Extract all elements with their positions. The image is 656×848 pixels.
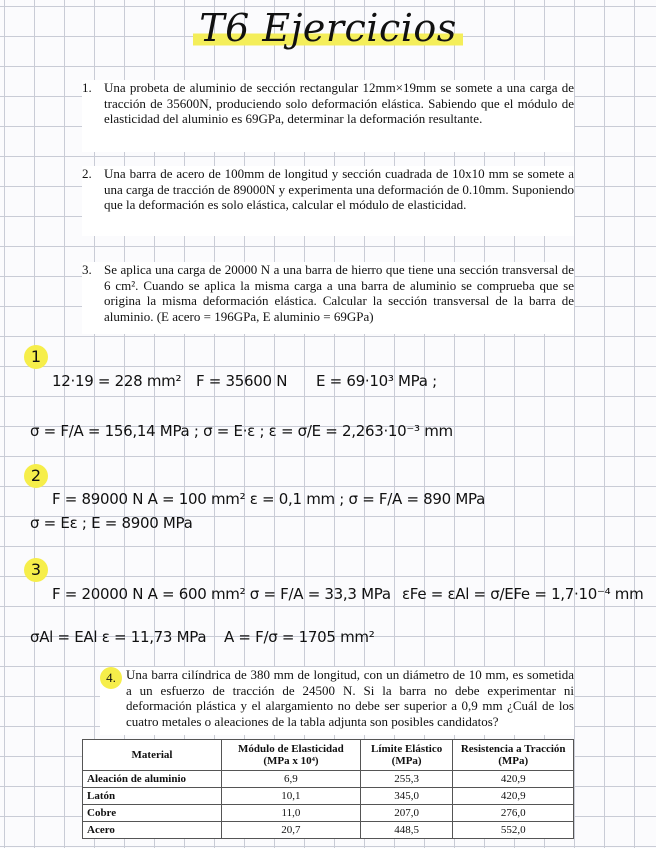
table-header-row [83,740,574,771]
cell-yield: 207,0 [360,805,453,822]
cell-modulus: 10,1 [222,788,361,805]
title-text: T6 Ejercicios [193,6,463,50]
solution-1-force: F = 35600 N [196,372,288,390]
cell-tensile: 420,9 [453,771,574,788]
cell-tensile: 552,0 [453,822,574,839]
problem-3 [82,262,574,334]
table-row [83,822,574,839]
solution-1-area: 12·19 = 228 mm² [52,372,182,390]
problem-4 [100,667,574,735]
solution-marker-1: 1 [24,345,48,369]
page-title [0,6,656,50]
cell-yield: 448,5 [360,822,453,839]
cell-modulus: 6,9 [222,771,361,788]
cell-material: Cobre [83,805,222,822]
cell-modulus: 11,0 [222,805,361,822]
table-row [83,771,574,788]
header-modulus: Módulo de Elasticidad (MPa x 10⁴) [222,740,361,771]
cell-material: Aleación de aluminio [83,771,222,788]
header-tensile: Resistencia a Tracción (MPa) [453,740,574,771]
header-yield: Límite Elástico (MPa) [360,740,453,771]
cell-yield: 255,3 [360,771,453,788]
problem-number: 1. [82,80,92,95]
solution-2-line-2: σ = Eε ; E = 8900 MPa [30,514,193,532]
problem-number: 3. [82,262,92,277]
solution-3-line-1: F = 20000 N A = 600 mm² σ = F/A = 33,3 MPa [52,585,391,603]
solution-1-stress: σ = F/A = 156,14 MPa ; σ = E·ε ; ε = σ/E = 2,263·10⁻³ mm [30,422,453,440]
problem-text: Una barra cilíndrica de 380 mm de longitud, con un diámetro de 10 mm, es sometida a un esfuerzo de tracción de 24500 N. Si la barra no debe experimentar ni deformación plástica y el alargamiento no debe ser superior a 0,9 mm ¿Cuál de los cuatro metales o aleaciones de la tabla adjunta son posibles candidatos? [126,667,574,729]
problem-text: Se aplica una carga de 20000 N a una barra de hierro que tiene una sección transversal de 6 cm². Cuando se aplica la misma carga a una barra de aluminio se comprueba que se origina la misma deformación elástica. Calcular la sección transversal de la barra de aluminio. (E acero = 196GPa, E aluminio = 69GPa) [104,262,574,324]
materials-table [82,739,574,839]
cell-material: Acero [83,822,222,839]
solution-marker-3: 3 [24,558,48,582]
problem-1 [82,80,574,152]
solution-3-stress-al: σAl = EAl ε = 11,73 MPa [30,628,207,646]
header-material: Material [83,740,222,771]
solution-3-area-al: A = F/σ = 1705 mm² [224,628,375,646]
cell-modulus: 20,7 [222,822,361,839]
solution-2-line-1: F = 89000 N A = 100 mm² ε = 0,1 mm ; σ = F/A = 890 MPa [52,490,485,508]
problem-2 [82,166,574,236]
problem-number: 2. [82,166,92,181]
table-row [83,805,574,822]
cell-material: Latón [83,788,222,805]
problem-text: Una probeta de aluminio de sección rectangular 12mm×19mm se somete a una carga de tracción de 35600N, produciendo solo deformación elástica. Sabiendo que el módulo de elasticidad del aluminio es 69GPa, determinar la deformación resultante. [104,80,574,126]
cell-yield: 345,0 [360,788,453,805]
solution-1-modulus: E = 69·10³ MPa ; [316,372,437,390]
solution-marker-2: 2 [24,464,48,488]
problem-number-highlight: 4. [100,667,122,689]
cell-tensile: 276,0 [453,805,574,822]
cell-tensile: 420,9 [453,788,574,805]
solution-3-strain: εFe = εAl = σ/EFe = 1,7·10⁻⁴ mm [402,585,644,603]
table-row [83,788,574,805]
problem-text: Una barra de acero de 100mm de longitud y sección cuadrada de 10x10 mm se somete a una carga de tracción de 89000N y experimenta una deformación de 0.10mm. Suponiendo que la deformación es solo elástica, calcular el módulo de elasticidad. [104,166,574,212]
